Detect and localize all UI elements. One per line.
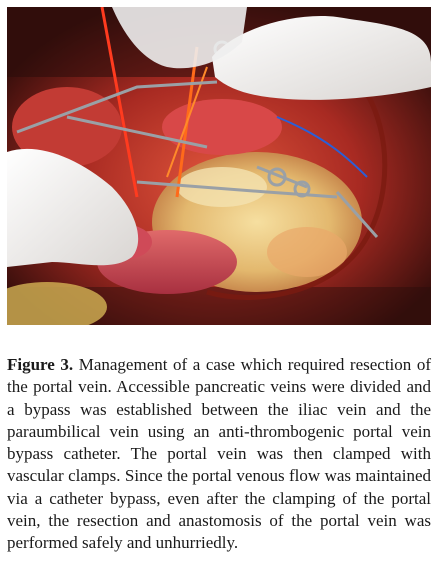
stomach-tissue [162, 99, 282, 155]
surgical-photograph [7, 7, 431, 325]
figure-caption [7, 354, 431, 555]
figure-label: Figure 3. [7, 355, 74, 374]
surgical-scene-illustration [7, 7, 431, 325]
caption-text: Management of a case which required resection of the portal vein. Accessible pancreatic veins were divided and a bypass was established between the iliac vein and the paraumbilical vein using an anti-thrombogenic portal vein bypass catheter. The portal vein was then clamped with vascular clamps. Since the portal venous flow was maintained via a catheter bypass, even after the clamping of the portal vein, the resection and anastomosis of the portal vein was performed safely and unhurriedly. [7, 355, 431, 553]
